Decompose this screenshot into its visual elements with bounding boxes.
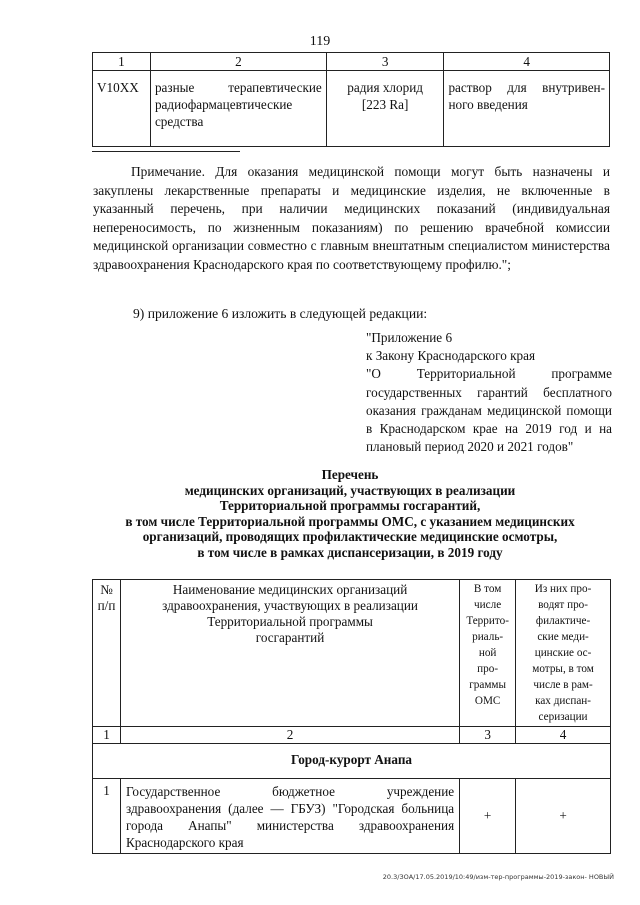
header-name-cell	[120, 580, 459, 727]
file-footer: 20.3/ЗОА/17.05.2019/10:49/изм-тер-программы-2019-закон- НОВЫЙ	[382, 873, 614, 881]
substance-line: [223 Ra]	[361, 97, 409, 112]
header-oms-cell	[460, 580, 516, 727]
header-number-line: п/п	[97, 598, 116, 613]
header-prophylaxis-line: мотры, в том	[532, 663, 594, 675]
title-line: в том числе Территориальной программы ОМС, с указанием медицинских	[125, 513, 575, 529]
header-prophylaxis-line: ские меди-	[537, 631, 589, 643]
header-name-line: здравоохранения, участвующих в реализации	[162, 598, 418, 613]
pharm-group-line: радиофармацевтические	[154, 97, 293, 112]
drug-table-col-1: 1	[93, 53, 151, 71]
header-prophylaxis-line: водят про-	[538, 599, 588, 611]
appendix-line: к Закону Краснодарского края	[366, 348, 536, 364]
section-title: Город-курорт Анапа	[93, 744, 611, 779]
column-number: 4	[516, 727, 611, 744]
organizations-table-header	[93, 580, 611, 727]
header-oms-line: В том	[473, 583, 502, 595]
title-line: организаций, проводящих профилактические медицинские осмотры,	[142, 529, 558, 545]
substance-cell	[326, 71, 444, 147]
pharm-group-line: средства	[154, 114, 204, 129]
header-number-line: №	[100, 582, 113, 597]
title-line: в том числе в рамках диспансеризации, в 2019 году	[197, 544, 503, 560]
dosage-form-line: ного введения	[448, 97, 528, 112]
dosage-form-line: раствор для внутривен-	[448, 80, 605, 95]
table-row	[93, 779, 611, 854]
drug-table	[92, 52, 610, 147]
column-number: 2	[120, 727, 459, 744]
title-line: медицинских организаций, участвующих в реализации	[184, 482, 516, 498]
header-oms-line: риаль-	[472, 631, 504, 643]
header-prophylaxis-line: числе в рам-	[533, 679, 593, 691]
header-prophylaxis-line: ках диспан-	[535, 695, 592, 707]
header-name-line: госгарантий	[255, 630, 325, 645]
atc-code-cell	[93, 71, 151, 147]
page-number: 119	[309, 34, 331, 49]
header-prophylaxis-cell	[516, 580, 611, 727]
footnote-divider	[92, 151, 240, 152]
column-numbers-row	[93, 727, 611, 744]
header-prophylaxis-line: цинские ос-	[534, 647, 592, 659]
appendix-line: "Приложение 6	[366, 330, 453, 345]
title-line: Территориальной программы госгарантий,	[219, 498, 481, 514]
header-oms-line: ОМС	[474, 695, 501, 707]
organization-name: Государственное бюджетное учреждение здравоохранения (далее — ГБУЗ) "Городская больница города Анапы" министерства здравоохранения Краснодарского края	[120, 779, 459, 854]
organizations-table	[92, 579, 611, 854]
drug-table-col-4: 4	[444, 53, 610, 71]
appendix-reference	[366, 329, 612, 456]
prophylaxis-mark: +	[516, 779, 611, 854]
note-paragraph	[93, 163, 610, 275]
row-number: 1	[93, 779, 121, 854]
header-oms-line: ной	[478, 647, 497, 659]
note-text: Примечание. Для оказания медицинской помощи могут быть назначены и закуплены лекарственные препараты и медицинские изделия, не включенные в указанный перечень, при наличии медицинских показаний (индивидуальная непереносимость, по жизненным показаниям) по решению врачебной комиссии медицинской организации совместно с главным внештатным специалистом министерства здравоохранения Краснодарского края по соответствующему профилю.";	[93, 164, 610, 272]
column-number: 3	[460, 727, 516, 744]
drug-table-col-2: 2	[150, 53, 326, 71]
header-name-line: Территориальной программы	[207, 614, 373, 629]
header-oms-line: Террито-	[466, 615, 509, 627]
oms-mark: +	[460, 779, 516, 854]
list-title	[60, 467, 640, 561]
header-prophylaxis-line: серизации	[538, 711, 588, 723]
header-prophylaxis-line: Из них про-	[534, 583, 592, 595]
section-row	[93, 744, 611, 779]
header-number-cell	[93, 580, 121, 727]
appendix-line: "О Территориальной программе государственных гарантий бесплатного оказания гражданам медицинской помощи в Краснодарском крае на 2019 год и на плановый период 2020 и 2021 годов"	[366, 366, 612, 455]
drug-table-col-3: 3	[326, 53, 444, 71]
pharm-group-cell	[150, 71, 326, 147]
title-line: Перечень	[321, 467, 379, 482]
header-oms-line: про-	[477, 663, 499, 675]
dosage-form-cell	[444, 71, 610, 147]
header-name-line: Наименование медицинских организаций	[172, 582, 408, 597]
pharm-group-line: разные терапевтические	[154, 80, 322, 95]
substance-line: радия хлорид	[347, 80, 423, 95]
drug-table-header-row	[93, 53, 610, 71]
table-row	[93, 71, 610, 147]
atc-code: V10XX	[97, 80, 139, 95]
amendment-item-9: 9) приложение 6 изложить в следующей редакции:	[133, 306, 428, 321]
header-oms-line: числе	[474, 599, 502, 611]
column-number: 1	[93, 727, 121, 744]
header-prophylaxis-line: филактиче-	[535, 615, 591, 627]
header-oms-line: граммы	[469, 679, 507, 691]
